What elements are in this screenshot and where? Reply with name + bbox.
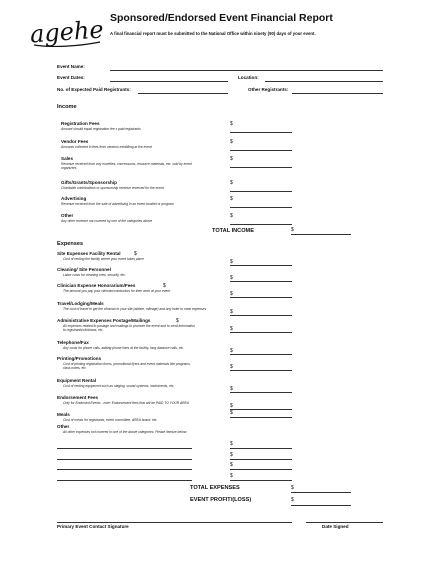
expense-item-dollar: $ [230, 291, 233, 297]
date-signed-field[interactable] [306, 522, 383, 523]
income-item-desc: Charitable contributions or sponsorship revenue received for the event [61, 186, 164, 190]
expense-item-label: Telephone/Fax [57, 340, 89, 345]
itemize-amount-field[interactable] [230, 448, 292, 449]
itemize-dollar: $ [230, 473, 233, 479]
expense-item-dollar: $ [230, 386, 233, 392]
itemize-description-field[interactable] [57, 448, 192, 449]
logo [28, 12, 104, 52]
expense-item-desc: Any costs for phone calls, adding phone lines at the facility, long distance calls, etc. [63, 346, 185, 350]
expense-item-dollar: $ [230, 309, 233, 315]
income-amount-field[interactable] [230, 191, 292, 192]
other-registrants-field[interactable] [292, 93, 383, 94]
expense-inline-dollar: $ [176, 318, 179, 324]
income-amount-field[interactable] [230, 150, 292, 151]
meals-field[interactable] [230, 417, 292, 418]
expense-item-label: Endorsement Fees [57, 395, 99, 400]
location-field[interactable] [265, 81, 383, 82]
expense-item-desc: The amount you pay your clinician/conductors for their work at your event [63, 289, 171, 293]
expense-item-dollar: $ [230, 403, 233, 409]
expense-amount-field[interactable] [230, 265, 292, 266]
itemize-description-field[interactable] [57, 459, 192, 460]
itemize-dollar: $ [230, 462, 233, 468]
expenses-heading: Expenses [57, 241, 84, 247]
income-item-dollar: $ [230, 196, 233, 202]
other-expense-label: Other [57, 424, 70, 429]
total-income-label: TOTAL INCOME [212, 228, 254, 234]
page-subtitle: A final financial report must be submitted to the National Office within ninety (90) days of your event. [110, 31, 316, 36]
income-amount-field[interactable] [230, 224, 292, 225]
income-item-label: Other [61, 213, 74, 218]
itemize-amount-field[interactable] [230, 480, 292, 481]
itemize-amount-field[interactable] [230, 459, 292, 460]
income-amount-field[interactable] [230, 132, 292, 133]
income-amount-field[interactable] [230, 207, 292, 208]
expense-item-dollar: $ [230, 364, 233, 370]
itemize-description-field[interactable] [57, 469, 192, 470]
expense-amount-field[interactable] [230, 281, 292, 282]
meals-dollar: $ [230, 410, 233, 416]
expense-item-desc: Cost of renting equipment such as staging, sound systems, instruments, etc. [63, 384, 175, 388]
event-dates-field[interactable] [110, 81, 228, 82]
expense-item-label: Equipment Rental [57, 378, 97, 383]
expense-item-desc: Labor costs for cleaning crew, security, etc. [63, 273, 126, 277]
income-item-label: Gifts/Grants/Sponsorship [61, 180, 117, 185]
logo-text: agehe [29, 15, 104, 49]
total-expenses-field[interactable] [291, 492, 351, 493]
income-amount-field[interactable] [230, 167, 292, 168]
page-title: Sponsored/Endorsed Event Financial Report [110, 12, 333, 24]
event-dates-label: Event Dates: [57, 75, 85, 80]
expense-amount-field[interactable] [230, 297, 292, 298]
profit-loss-field[interactable] [291, 505, 351, 506]
date-signed-label: Date Signed [322, 524, 349, 529]
itemize-dollar: $ [230, 441, 233, 447]
expense-item-desc: Only for Endorsed Events - note: Endorsement fees that will be PAID TO YOUR AREA [63, 401, 189, 405]
income-item-label: Vendor Fees [61, 139, 89, 144]
profit-loss-dollar: $ [291, 497, 294, 503]
income-item-label: Sales [61, 156, 74, 161]
expense-inline-dollar: $ [134, 251, 137, 257]
total-expenses-label: TOTAL EXPENSES [190, 485, 240, 491]
income-item-label: Advertising [61, 196, 87, 201]
expense-item-desc-2: class notes, etc. [63, 366, 87, 370]
expense-item-desc: Cost of printing registration forms, promotional flyers and event materials like programs, [63, 362, 191, 366]
event-name-label: Event Name: [57, 64, 85, 69]
expense-item-desc: The cost of travel to get the clinician to your site (airfare, mileage) and any hotel or meal expenses [63, 307, 207, 311]
expense-item-dollar: $ [230, 275, 233, 281]
expense-item-desc: Cost of renting the facility where your event takes place [63, 257, 144, 261]
itemize-description-field[interactable] [57, 480, 192, 481]
expense-item-label: Site Expenses Facility Rental [57, 251, 121, 256]
expense-item-label: Administrative Expenses Postage/Mailings [57, 318, 151, 323]
income-item-desc: Amounts collected in fees from vendors exhibiting at the event [61, 145, 152, 149]
income-item-desc: Amount should equal registration fee x paid registrants [61, 127, 141, 131]
income-item-dollar: $ [230, 139, 233, 145]
income-item-dollar: $ [230, 121, 233, 127]
income-item-desc-2: organizers [61, 166, 77, 170]
expense-item-desc-2: to registrants/clinicians, etc. [63, 328, 104, 332]
income-item-label: Registration Fees [61, 121, 100, 126]
total-income-field[interactable] [291, 234, 351, 235]
meals-desc: Cost of meals for registrants, event committee, AREA board, etc. [63, 418, 158, 422]
income-item-dollar: $ [230, 180, 233, 186]
expense-item-label: Travel/Lodging/Meals [57, 301, 104, 306]
other-expense-desc: All other expenses not covered in one of the above categories. Please itemize below: [63, 430, 188, 434]
expense-amount-field[interactable] [230, 392, 292, 393]
expense-item-dollar: $ [230, 348, 233, 354]
expense-amount-field[interactable] [230, 332, 292, 333]
itemize-amount-field[interactable] [230, 469, 292, 470]
expense-item-dollar: $ [230, 326, 233, 332]
paid-registrants-label: No. of Expected Paid Registrants: [57, 87, 131, 92]
profit-loss-label: EVENT PROFIT/(LOSS) [190, 497, 252, 503]
expense-item-label: Cleaning/ Site Personnel [57, 267, 111, 272]
income-item-dollar: $ [230, 213, 233, 219]
expense-amount-field[interactable] [230, 409, 292, 410]
expense-amount-field[interactable] [230, 315, 292, 316]
expense-item-dollar: $ [230, 259, 233, 265]
paid-registrants-field[interactable] [138, 93, 228, 94]
income-item-desc: Any other revenue not covered by one of the categories above [61, 219, 153, 223]
income-item-desc: Revenue received from any novelties, concessions, resource materials, etc. sold by event [61, 162, 192, 166]
income-item-desc: Revenue received from the sale of advertising in an event booklet or program [61, 202, 174, 206]
expense-item-label: Clinician Expense Honorarium/Fees [57, 283, 136, 288]
event-name-field[interactable] [110, 70, 383, 71]
other-registrants-label: Other Registrants: [248, 87, 289, 92]
total-expenses-dollar: $ [291, 485, 294, 491]
expense-item-label: Printing/Promotions [57, 356, 102, 361]
location-label: Location: [238, 75, 259, 80]
expense-inline-dollar: $ [163, 283, 166, 289]
expense-amount-field[interactable] [230, 370, 292, 371]
total-income-dollar: $ [291, 227, 294, 233]
itemize-dollar: $ [230, 452, 233, 458]
meals-label: Meals [57, 412, 70, 417]
expense-amount-field[interactable] [230, 354, 292, 355]
income-item-dollar: $ [230, 156, 233, 162]
signature-label: Primary Event Contact Signature [57, 524, 129, 529]
expense-item-desc: All expenses related to postage and mailings to promote the event and to send information [63, 324, 195, 328]
signature-field[interactable] [57, 522, 292, 523]
income-heading: Income [57, 104, 77, 110]
